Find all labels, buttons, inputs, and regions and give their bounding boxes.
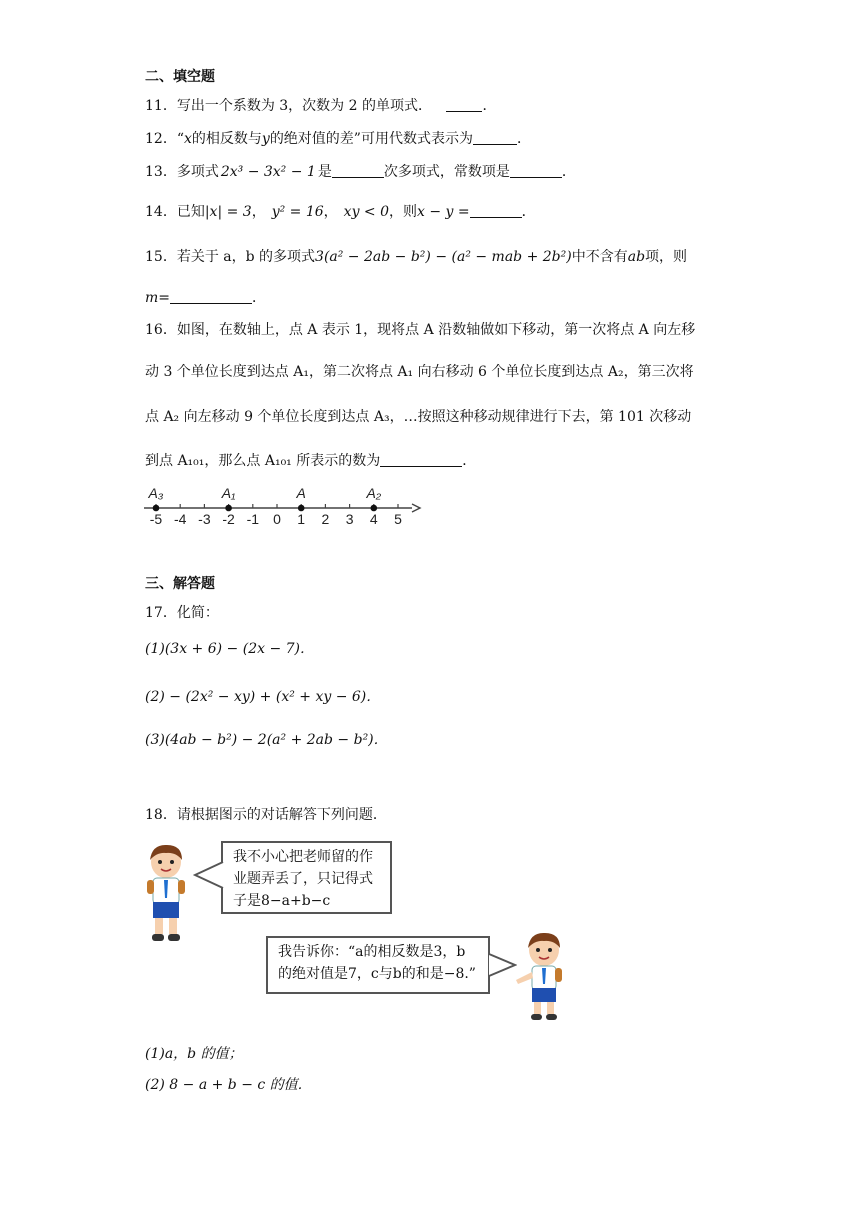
section-title-fill-in: 二、填空题 [145,69,215,85]
question-17-part-1 [145,640,314,658]
answer-blank[interactable] [470,204,522,218]
q13-mid2: 次多项式，常数项是 [383,164,510,180]
question-16-line-2: 动 3 个单位长度到达点 A₁，第二次将点 A₁ 向右移动 6 个单位长度到达点 A₂，第三次将 [145,364,694,380]
q14-ask: x − y = [417,204,470,220]
q13-mid: 是 [317,164,332,180]
answer-blank[interactable] [473,131,517,145]
question-18-part-2 [145,1076,312,1094]
boy-cartoon-left [140,840,192,946]
q12-pre: 12．“ [145,131,184,147]
question-12: 12．“x的相反数与y的绝对值的差”可用代数式表示为 ． [145,131,531,147]
answer-blank[interactable] [446,98,482,112]
q18-part-2-text: (2) 8 − a + b − c 的值． [145,1077,312,1093]
question-16-line-3: 点 A₂ 向左移动 9 个单位长度到达点 A₃，…按照这种移动规律进行下去，第 101 次移动 [145,409,692,425]
q13-polynomial: 2x³ − 3x² − 1 [220,164,316,180]
number-line-tick-label: -3 [198,511,211,527]
q15-pre: 15．若关于 a，b 的多项式 [145,249,316,265]
q12-var-y: y [261,131,270,147]
q16-line4-text: 到点 A₁₀₁，那么点 A₁₀₁ 所表示的数为 [145,453,381,469]
q17-expr-3: (3)(4ab − b²) − 2(a² + 2ab − b²)． [145,732,388,748]
answer-blank[interactable] [170,290,252,304]
question-17-part-3 [145,731,388,749]
question-14: 14．已知|x| = 3， y² = 16， xy < 0，则x − y = ． [145,204,536,220]
answer-blank-degree[interactable] [332,164,384,178]
speech-bubble-left-tail [193,860,225,890]
boy-cartoon-right [510,928,570,1024]
q14-pre: 14．已知 [145,204,205,220]
question-15 [145,248,687,266]
number-line-tick-label: 4 [369,511,378,527]
q17-expr-2: (2) − (2x² − xy) + (x² + xy − 6)． [145,689,381,705]
number-line-arrow [412,504,420,512]
number-line-tick-label: -5 [149,511,163,527]
number-line-tick-label: 0 [273,511,281,527]
number-line-tick-label: 1 [297,511,306,527]
number-line-point [298,505,305,512]
number-line [144,485,420,527]
q14-mid: ，则 [389,204,418,220]
number-line-point [153,505,160,512]
question-16-line-4: 到点 A₁₀₁，那么点 A₁₀₁ 所表示的数为 ． [145,453,477,469]
q12-mid: 的相反数与 [191,131,262,147]
question-17-title: 17．化简： [145,605,219,621]
number-line-point-label: A₁ [221,485,236,501]
question-17-part-2 [145,688,380,706]
number-line-tick-label: -1 [246,511,260,527]
number-line-point-label: A [296,485,306,501]
q11-text: 11．写出一个系数为 3，次数为 2 的单项式． [145,98,432,114]
q15-term: ab [627,249,646,265]
number-line-point-label: A₃ [148,485,164,501]
q15-polynomial: 3(a² − 2ab − b²) − (a² − mab + 2b²) [315,249,572,265]
number-line-tick-label: 5 [394,511,402,527]
question-16-line-1: 16．如图，在数轴上，点 A 表示 1，现将点 A 沿数轴做如下移动，第一次将点 A 向左移 [145,322,696,338]
number-line-tick-label: -2 [222,511,235,527]
number-line-point [371,505,378,512]
speech-bubble-right [266,936,490,994]
bubble-left-text: 我不小心把老师留的作业题弄丢了，只记得式子是8−a+b−c [233,849,373,909]
q14-cond-y-squared: y² = 16 [271,204,324,220]
section-title-solve: 三、解答题 [145,576,215,592]
q15-m: m= [145,290,171,306]
answer-blank-constant[interactable] [510,164,562,178]
q15-mid: 中不含有 [571,249,628,265]
question-13: 13．多项式 2x³ − 3x² − 1 是 次多项式，常数项是 ． [145,164,576,180]
number-line-point [225,505,232,512]
q12-post: 的绝对值的差”可用代数式表示为 [269,131,473,147]
speech-bubble-left [221,841,392,914]
number-line-tick-label: -4 [173,511,187,527]
answer-blank[interactable] [380,453,462,467]
q14-cond-abs-x: |x| = 3 [204,204,252,220]
q12-var-x: x [183,131,192,147]
bubble-right-text: 我告诉你：“a的相反数是3，b的绝对值是7，c与b的和是−8.” [278,944,476,982]
question-15-answer: m= ． [145,290,267,306]
number-line-tick-label: 3 [345,511,354,527]
q13-pre: 13．多项式 [145,164,219,180]
number-line-tick-label: 2 [321,511,330,527]
q17-expr-1: (1)(3x + 6) − (2x − 7)． [145,641,314,657]
question-18-part-1 [145,1045,243,1063]
q14-cond-xy: xy < 0 [343,204,390,220]
q18-part-1-text: (1)a，b 的值； [145,1046,243,1062]
q15-post: 项，则 [645,249,688,265]
number-line-point-label: A₂ [366,485,382,501]
question-11: 11．写出一个系数为 3，次数为 2 的单项式． ． [145,98,497,114]
number-line-figure [140,480,430,530]
question-18-title: 18．请根据图示的对话解答下列问题． [145,807,387,823]
